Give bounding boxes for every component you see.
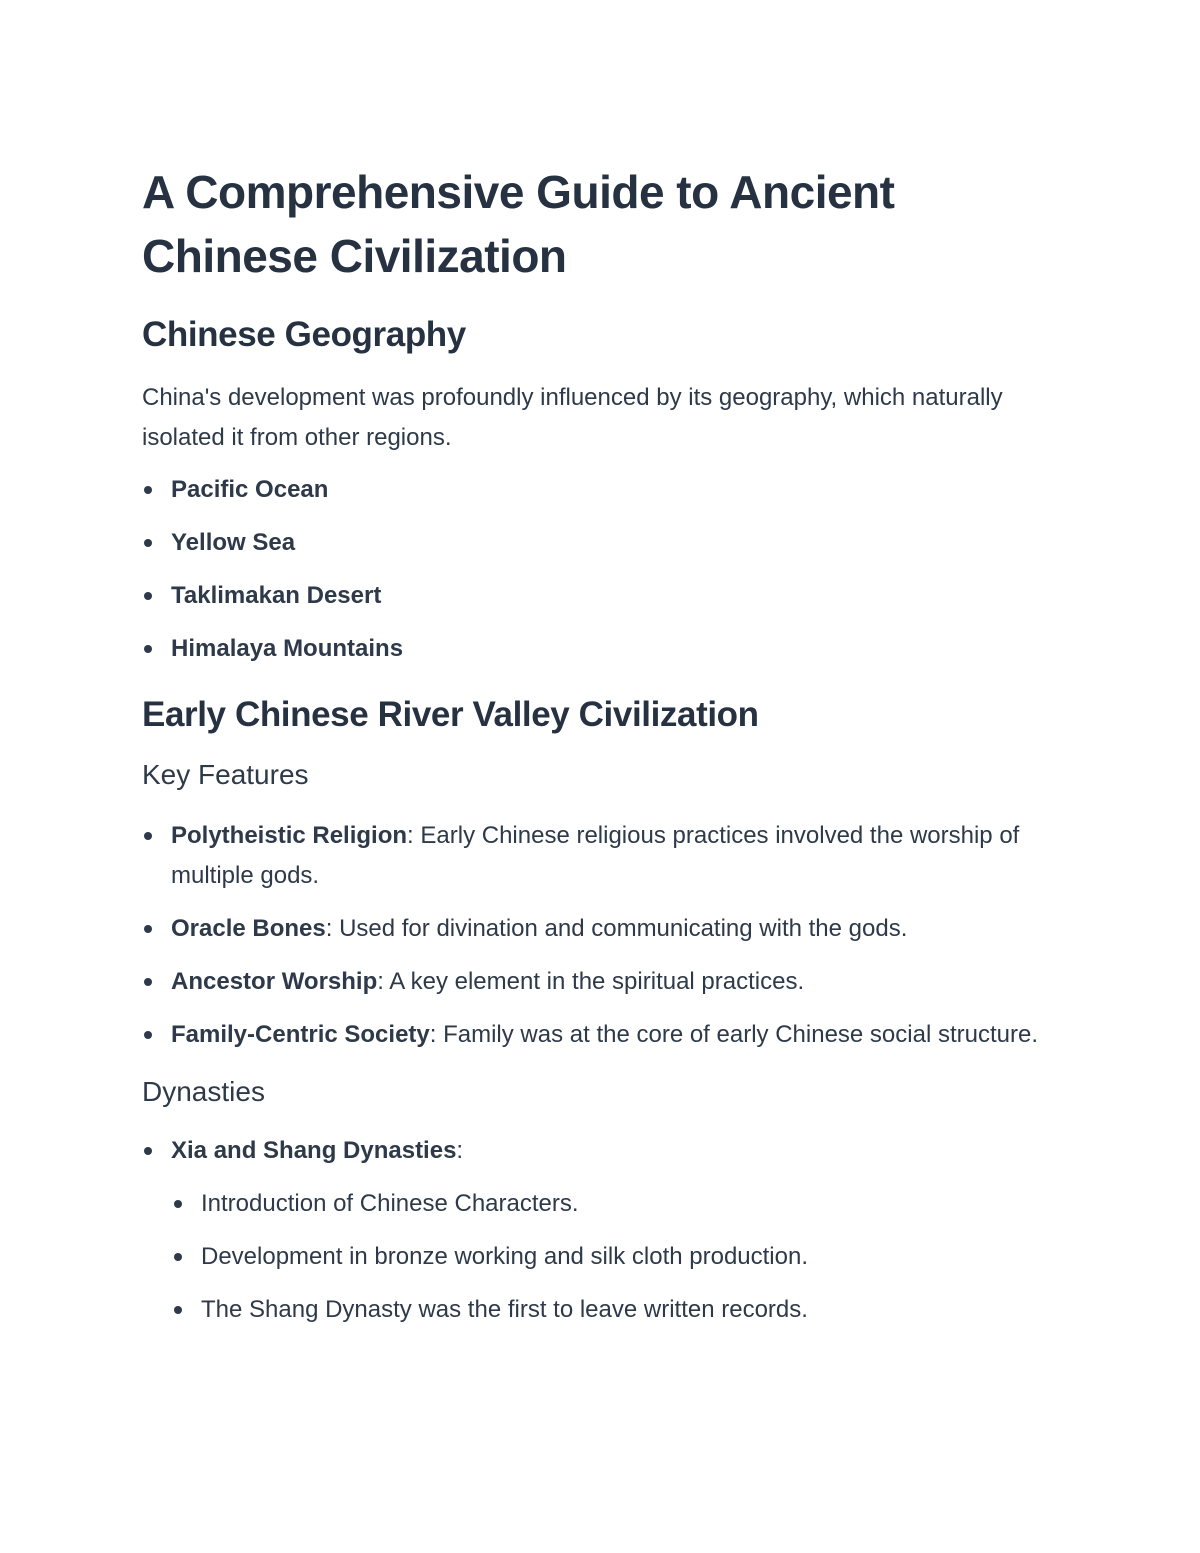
list-item: [142, 1131, 1062, 1330]
list-item: [142, 470, 1062, 510]
list-item-description: :: [456, 1137, 464, 1164]
list-item-term: Ancestor Worship: [171, 968, 378, 995]
list-item: [142, 576, 1062, 616]
dynasties-list: [142, 1131, 1062, 1330]
list-item: [142, 816, 1062, 896]
list-item: [142, 1015, 1062, 1055]
list-item-term: Himalaya Mountains: [171, 635, 404, 662]
list-item-term: Yellow Sea: [171, 529, 296, 556]
list-item: [142, 909, 1062, 949]
sublist-item: The Shang Dynasty was the first to leave written records.: [171, 1290, 1062, 1330]
list-item: [142, 523, 1062, 563]
section-heading-river-valley: Early Chinese River Valley Civilization: [142, 695, 759, 734]
sublist-item: Development in bronze working and silk cloth production.: [171, 1237, 1062, 1277]
list-item-term: Pacific Ocean: [171, 476, 329, 503]
list-item-term: Polytheistic Religion: [171, 822, 408, 849]
subheading-dynasties: Dynasties: [142, 1076, 265, 1107]
geography-list: [142, 470, 1062, 669]
geography-intro: China's development was profoundly influenced by its geography, which naturally isolated it from other regions.: [142, 384, 1003, 451]
sublist-item: Introduction of Chinese Characters.: [171, 1184, 1062, 1224]
dynasty-sublist: [171, 1184, 1062, 1330]
list-item: [142, 962, 1062, 1002]
list-item-description: : Family was at the core of early Chinese social structure.: [429, 1021, 1038, 1048]
section-heading-geography: Chinese Geography: [142, 315, 466, 354]
document-title: A Comprehensive Guide to Ancient Chinese Civilization: [142, 166, 895, 282]
list-item-term: Taklimakan Desert: [171, 582, 382, 609]
document-page: [142, 160, 1062, 1330]
list-item: [142, 629, 1062, 669]
list-item-description: : A key element in the spiritual practices.: [377, 968, 805, 995]
list-item-term: Xia and Shang Dynasties: [171, 1137, 457, 1164]
list-item-description: : Used for divination and communicating with the gods.: [325, 915, 908, 942]
list-item-description: : Early Chinese religious practices involved the worship of multiple gods.: [171, 822, 1020, 889]
list-item-term: Family-Centric Society: [171, 1021, 430, 1048]
list-item-term: Oracle Bones: [171, 915, 326, 942]
key-features-list: [142, 816, 1062, 1055]
subheading-key-features: Key Features: [142, 759, 309, 790]
